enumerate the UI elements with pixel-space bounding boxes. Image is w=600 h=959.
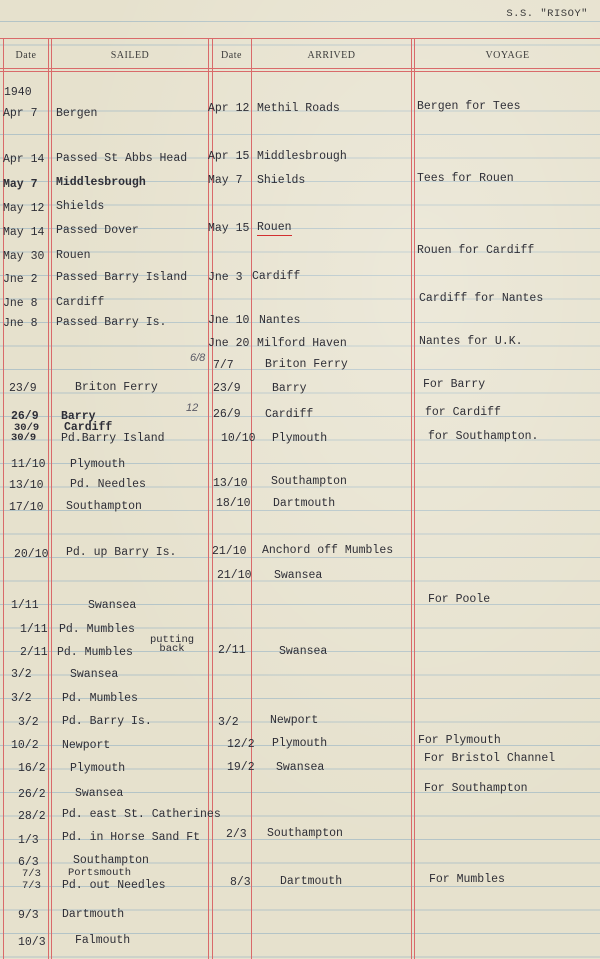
date-arrived: 19/2 — [227, 761, 255, 774]
sailed-from: Pd. Needles — [70, 478, 146, 491]
sailed-from: Pd. east St. Catherines — [62, 808, 221, 821]
date-sailed: 26/9 — [11, 410, 39, 423]
arrived-at: Swansea — [274, 569, 323, 582]
column-rule — [411, 38, 412, 959]
sailed-from: Passed Barry Island — [56, 271, 188, 284]
ship-name: S.S. "RISOY" — [506, 8, 588, 20]
voyage: For Bristol Channel — [424, 752, 556, 765]
sailed-from: Southampton — [73, 854, 149, 867]
voyage: Nantes for U.K. — [419, 335, 523, 348]
sailed-from: Briton Ferry — [75, 381, 158, 394]
sailed-from: Passed St Abbs Head — [56, 152, 188, 165]
date-sailed: May 14 — [3, 226, 45, 239]
sailed-from: Shields — [56, 200, 105, 213]
date-arrived: 18/10 — [216, 497, 251, 510]
column-rule — [251, 38, 252, 959]
date-sailed: 20/10 — [14, 548, 49, 561]
date-sailed: 13/10 — [9, 479, 44, 492]
arrived-at: Southampton — [271, 475, 347, 488]
date-sailed: May 12 — [3, 202, 45, 215]
arrived-at: Plymouth — [272, 432, 328, 445]
voyage: For Poole — [428, 593, 491, 606]
date-arrived: 8/3 — [230, 876, 251, 889]
date-sailed: 7/3 — [22, 880, 41, 892]
date-arrived: 13/10 — [213, 477, 248, 490]
sailed-from: Pd. out Needles — [62, 879, 166, 892]
arrived-at: Barry — [272, 382, 307, 395]
arrived-at: Southampton — [267, 827, 343, 840]
margin-note: putting back — [149, 634, 195, 655]
margin-mark: 6/8 — [190, 352, 206, 364]
date-arrived: 21/10 — [212, 545, 247, 558]
date-sailed: 1/11 — [20, 623, 48, 636]
date-arrived: Jne 3 — [208, 271, 243, 284]
header-date-sailed: Date — [15, 50, 37, 61]
date-sailed: 7/3 — [22, 868, 41, 880]
header-arrived: ARRIVED — [307, 50, 356, 61]
sailed-from: Southampton — [66, 500, 142, 513]
voyage: Bergen for Tees — [417, 100, 521, 113]
date-arrived: May 7 — [208, 174, 243, 187]
date-sailed: 17/10 — [9, 501, 44, 514]
date-sailed: 23/9 — [9, 382, 37, 395]
arrived-at: Cardiff — [265, 408, 314, 421]
header-top-rule — [0, 38, 600, 39]
date-sailed: 10/2 — [11, 739, 39, 752]
date-sailed: 10/3 — [18, 936, 46, 949]
date-sailed: Jne 8 — [3, 297, 38, 310]
sailed-from: Swansea — [70, 668, 119, 681]
voyage: For Mumbles — [429, 873, 505, 886]
date-sailed: Jne 8 — [3, 317, 38, 330]
sailed-from: Passed Barry Is. — [56, 316, 167, 329]
header-sailed: SAILED — [110, 50, 150, 61]
date-arrived: 7/7 — [213, 359, 234, 372]
sailed-from: Pd. Mumbles — [59, 623, 135, 636]
sailed-from: Barry — [61, 410, 96, 423]
date-sailed: 11/10 — [11, 458, 46, 471]
sailed-from: Middlesbrough — [56, 176, 146, 189]
date-sailed: 3/2 — [11, 692, 32, 705]
date-sailed: 9/3 — [18, 909, 39, 922]
sailed-from: Newport — [62, 739, 111, 752]
arrived-at: Swansea — [279, 645, 328, 658]
date-sailed: Apr 7 — [3, 107, 38, 120]
sailed-from: Plymouth — [70, 458, 126, 471]
header-voyage: VOYAGE — [485, 50, 530, 61]
date-arrived: 23/9 — [213, 382, 241, 395]
arrived-at: Cardiff — [252, 270, 301, 283]
sailed-from: Pd.Barry Island — [61, 432, 165, 445]
header-date-arrived: Date — [221, 50, 242, 61]
date-arrived: Jne 10 — [208, 314, 250, 327]
date-sailed: 3/2 — [18, 716, 39, 729]
date-arrived: 2/3 — [226, 828, 247, 841]
column-rule — [48, 38, 49, 959]
date-arrived: Apr 12 — [208, 102, 250, 115]
arrived-at: Dartmouth — [273, 497, 336, 510]
arrived-at: Methil Roads — [257, 102, 340, 115]
date-sailed: May 30 — [3, 250, 45, 263]
sailed-from: Swansea — [75, 787, 124, 800]
column-rule — [51, 38, 52, 959]
sailed-from: Pd. up Barry Is. — [66, 546, 177, 559]
date-sailed: 1/11 — [11, 599, 39, 612]
arrived-at: Milford Haven — [257, 337, 347, 350]
column-rule — [414, 38, 415, 959]
year-label: 1940 — [4, 86, 32, 99]
margin-mark: 12 — [186, 402, 199, 414]
date-arrived: May 15 — [208, 222, 250, 235]
sailed-from: Rouen — [56, 249, 91, 262]
date-arrived: 10/10 — [221, 432, 256, 445]
column-rule — [3, 38, 4, 959]
sailed-from: Portsmouth — [68, 867, 132, 879]
arrived-at: Shields — [257, 174, 306, 187]
date-sailed: 16/2 — [18, 762, 46, 775]
sailed-from: Falmouth — [75, 934, 131, 947]
sailed-from: Dartmouth — [62, 908, 125, 921]
voyage: for Southampton. — [428, 430, 539, 443]
arrived-at: Nantes — [259, 314, 301, 327]
sailed-from: Swansea — [88, 599, 137, 612]
date-arrived: 3/2 — [218, 716, 239, 729]
sailed-from: Pd. Barry Is. — [62, 715, 152, 728]
voyage: Rouen for Cardiff — [417, 244, 535, 257]
arrived-at: Briton Ferry — [265, 358, 348, 371]
date-arrived: 21/10 — [217, 569, 252, 582]
voyage: Tees for Rouen — [417, 172, 514, 185]
date-arrived: Apr 15 — [208, 150, 250, 163]
date-sailed: 6/3 — [18, 856, 39, 869]
date-arrived: Jne 20 — [208, 337, 250, 350]
date-sailed: 30/9 — [11, 432, 37, 444]
date-sailed: Jne 2 — [3, 273, 38, 286]
arrived-at: Newport — [270, 714, 319, 727]
voyage: Cardiff for Nantes — [419, 292, 544, 305]
date-arrived: 26/9 — [213, 408, 241, 421]
date-arrived: 12/2 — [227, 738, 255, 751]
date-sailed: Apr 14 — [3, 153, 45, 166]
arrived-at: Middlesbrough — [257, 150, 347, 163]
arrived-at: Swansea — [276, 761, 325, 774]
arrived-at: Dartmouth — [280, 875, 343, 888]
date-sailed: 30/9 — [14, 422, 40, 434]
voyage: For Southampton — [424, 782, 528, 795]
date-sailed: 28/2 — [18, 810, 46, 823]
voyage: For Plymouth — [418, 734, 501, 747]
sailed-from: Bergen — [56, 107, 98, 120]
sailed-from: Passed Dover — [56, 224, 139, 237]
date-sailed: 26/2 — [18, 788, 46, 801]
arrived-at: Anchord off Mumbles — [262, 544, 394, 557]
header-bottom-rule-2 — [0, 71, 600, 72]
voyage: for Cardiff — [425, 406, 501, 419]
date-sailed: 1/3 — [18, 834, 39, 847]
arrived-at: Rouen — [257, 221, 292, 234]
sailed-from: Pd. Mumbles — [57, 646, 133, 659]
date-sailed: 2/11 — [20, 646, 48, 659]
voyage: For Barry — [423, 378, 486, 391]
sailed-from: Cardiff — [64, 421, 113, 434]
sailed-from: Plymouth — [70, 762, 126, 775]
date-arrived: 2/11 — [218, 644, 246, 657]
date-sailed: 3/2 — [11, 668, 32, 681]
date-sailed: May 7 — [3, 178, 38, 191]
sailed-from: Pd. in Horse Sand Ft — [62, 831, 201, 844]
arrived-at: Plymouth — [272, 737, 328, 750]
sailed-from: Cardiff — [56, 296, 105, 309]
sailed-from: Pd. Mumbles — [62, 692, 138, 705]
header-bottom-rule — [0, 68, 600, 69]
